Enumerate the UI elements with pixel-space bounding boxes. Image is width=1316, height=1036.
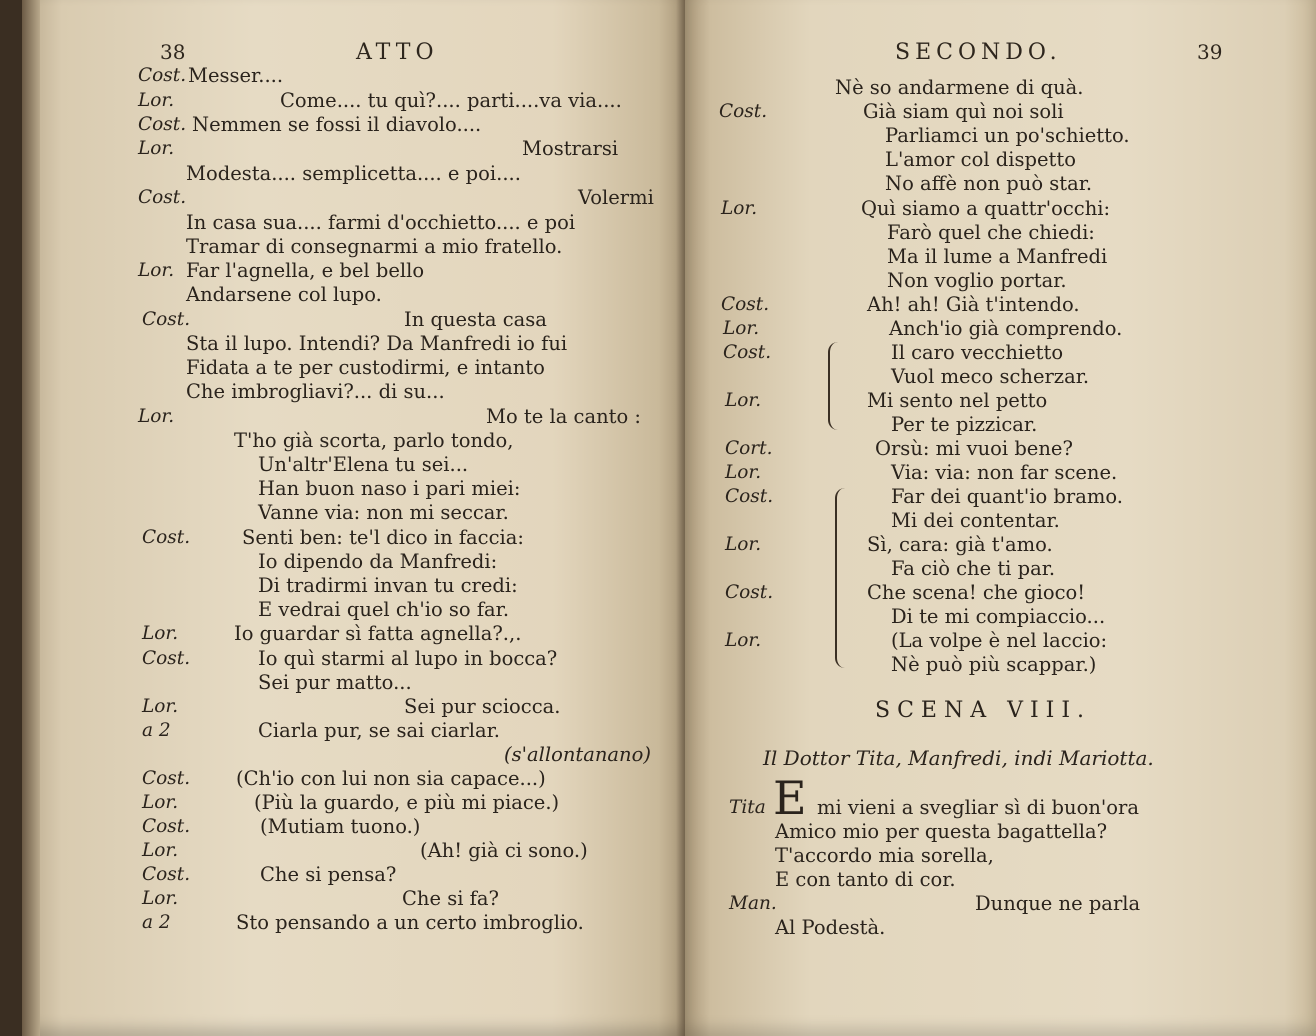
verse-line: (Ch'io con lui non sia capace...) [236, 767, 546, 790]
verse-line: No affè non può star. [885, 172, 1093, 195]
speaker: Cost. [723, 342, 772, 363]
verse-line: Senti ben: te'l dico in faccia: [242, 526, 524, 549]
speaker: Lor. [138, 260, 175, 281]
speaker: Cost. [142, 816, 191, 837]
verse-line: Che imbrogliavi?... di su... [186, 380, 445, 403]
verse-line: Han buon naso i pari miei: [258, 477, 521, 500]
verse-line: Di tradirmi invan tu credi: [258, 574, 518, 597]
verse-line: Tramar di consegnarmi a mio fratello. [186, 235, 563, 258]
drop-cap: E [773, 771, 807, 825]
verse-line: Che scena! che gioco! [867, 581, 1086, 604]
brace [828, 342, 840, 430]
verse-line: Andarsene col lupo. [186, 283, 382, 306]
speaker: Lor. [142, 623, 179, 644]
speaker: Lor. [725, 462, 762, 483]
speaker: Man. [729, 893, 777, 914]
verse-line: Farò quel che chiedi: [887, 221, 1095, 244]
cast-list: Il Dottor Tita, Manfredi, indi Mariotta. [763, 746, 1154, 770]
stage-direction: (s'allontanano) [504, 743, 651, 766]
speaker: Cost. [142, 864, 191, 885]
speaker: Cost. [138, 114, 187, 135]
right-page [685, 0, 1316, 1036]
verse-line: Nemmen se fossi il diavolo.... [192, 113, 482, 136]
verse-line: Quì siamo a quattr'occhi: [861, 197, 1111, 220]
verse-line: Per te pizzicar. [891, 413, 1038, 436]
verse-line: Il caro vecchietto [891, 341, 1064, 364]
verse-line: Nè può più scappar.) [891, 653, 1097, 676]
verse-line: Anch'io già comprendo. [889, 317, 1123, 340]
speaker: Cost. [142, 768, 191, 789]
verse-line: Dunque ne parla [975, 892, 1141, 915]
verse-line: L'amor col dispetto [885, 148, 1076, 171]
left-page [22, 0, 685, 1036]
speaker: Tita [729, 797, 766, 818]
verse-line: Mo te la canto : [486, 405, 641, 428]
speaker: Lor. [725, 630, 762, 651]
verse-line: Nè so andarmene di quà. [835, 76, 1084, 99]
verse-line: Che si fa? [402, 887, 499, 910]
speaker: Lor. [138, 138, 175, 159]
running-head: ATTO [356, 40, 439, 65]
speaker: a 2 [142, 720, 171, 741]
verse-line: Ciarla pur, se sai ciarlar. [258, 719, 500, 742]
verse-line: Vuol meco scherzar. [891, 365, 1090, 388]
verse-line: T'ho già scorta, parlo tondo, [234, 429, 514, 452]
verse-line: Ma il lume a Manfredi [887, 245, 1108, 268]
verse-line: (Più la guardo, e più mi piace.) [254, 791, 560, 814]
verse-line: E vedrai quel ch'io so far. [258, 598, 510, 621]
speaker: Cost. [142, 309, 191, 330]
speaker: Lor. [725, 534, 762, 555]
verse-line: Già siam quì noi soli [863, 100, 1064, 123]
verse-line: Volermi [578, 186, 654, 209]
speaker: Lor. [138, 90, 175, 111]
speaker: a 2 [142, 912, 171, 933]
verse-line: Sei pur matto... [258, 671, 412, 694]
verse-line: Non voglio portar. [887, 269, 1067, 292]
verse-line: Io guardar sì fatta agnella?.,. [234, 622, 522, 645]
speaker: Cost. [721, 294, 770, 315]
brace [835, 488, 847, 668]
speaker: Cost. [725, 486, 774, 507]
verse-line: Fa ciò che ti par. [891, 557, 1056, 580]
verse-line: (Mutiam tuono.) [260, 815, 421, 838]
verse-line: In casa sua.... farmi d'occhietto.... e poi [186, 211, 576, 234]
speaker: Cost. [142, 648, 191, 669]
verse-line: Come.... tu quì?.... parti....va via.... [280, 89, 622, 112]
verse-line: mi vieni a svegliar sì di buon'ora [817, 796, 1139, 819]
verse-line: Parliamci un po'schietto. [885, 124, 1130, 147]
verse-line: Far dei quant'io bramo. [891, 485, 1123, 508]
verse-line: Mostrarsi [522, 137, 619, 160]
verse-line: Mi dei contentar. [891, 509, 1060, 532]
speaker: Cort. [725, 438, 773, 459]
scene-heading: SCENA VIII. [875, 698, 1092, 723]
verse-line: Mi sento nel petto [867, 389, 1048, 412]
verse-line: Messer.... [188, 64, 284, 87]
verse-line: In questa casa [404, 308, 547, 331]
speaker: Cost. [138, 187, 187, 208]
speaker: Cost. [138, 65, 187, 86]
speaker: Lor. [723, 318, 760, 339]
verse-line: T'accordo mia sorella, [775, 844, 994, 867]
verse-line: Vanne via: non mi seccar. [258, 501, 509, 524]
speaker: Lor. [142, 888, 179, 909]
verse-line: Ah! ah! Già t'intendo. [867, 293, 1080, 316]
verse-line: E con tanto di cor. [775, 868, 956, 891]
verse-line: Amico mio per questa bagattella? [775, 820, 1108, 843]
verse-line: Via: via: non far scene. [891, 461, 1118, 484]
verse-line: Io dipendo da Manfredi: [258, 550, 498, 573]
verse-line: Sì, cara: già t'amo. [867, 533, 1053, 556]
speaker: Cost. [725, 582, 774, 603]
verse-line: Di te mi compiaccio... [891, 605, 1106, 628]
verse-line: Sto pensando a un certo imbroglio. [236, 911, 584, 934]
speaker: Cost. [142, 527, 191, 548]
verse-line: Far l'agnella, e bel bello [186, 259, 425, 282]
verse-line: Orsù: mi vuoi bene? [875, 437, 1073, 460]
verse-line: Che si pensa? [260, 863, 397, 886]
speaker: Lor. [725, 390, 762, 411]
verse-line: Modesta.... semplicetta.... e poi.... [186, 162, 521, 185]
verse-line: (Ah! già ci sono.) [420, 839, 588, 862]
speaker: Lor. [142, 696, 179, 717]
verse-line: Al Podestà. [775, 916, 886, 939]
speaker: Cost. [719, 101, 768, 122]
verse-line: Sta il lupo. Intendi? Da Manfredi io fui [186, 332, 568, 355]
verse-line: Fidata a te per custodirmi, e intanto [186, 356, 545, 379]
speaker: Lor. [142, 792, 179, 813]
running-head: SECONDO. [895, 40, 1062, 65]
page-number: 38 [160, 40, 186, 64]
speaker: Lor. [142, 840, 179, 861]
page-number: 39 [1197, 40, 1223, 64]
speaker: Lor. [138, 406, 175, 427]
verse-line: (La volpe è nel laccio: [891, 629, 1108, 652]
verse-line: Io quì starmi al lupo in bocca? [258, 647, 558, 670]
speaker: Lor. [721, 198, 758, 219]
verse-line: Un'altr'Elena tu sei... [258, 453, 469, 476]
verse-line: Sei pur sciocca. [404, 695, 561, 718]
